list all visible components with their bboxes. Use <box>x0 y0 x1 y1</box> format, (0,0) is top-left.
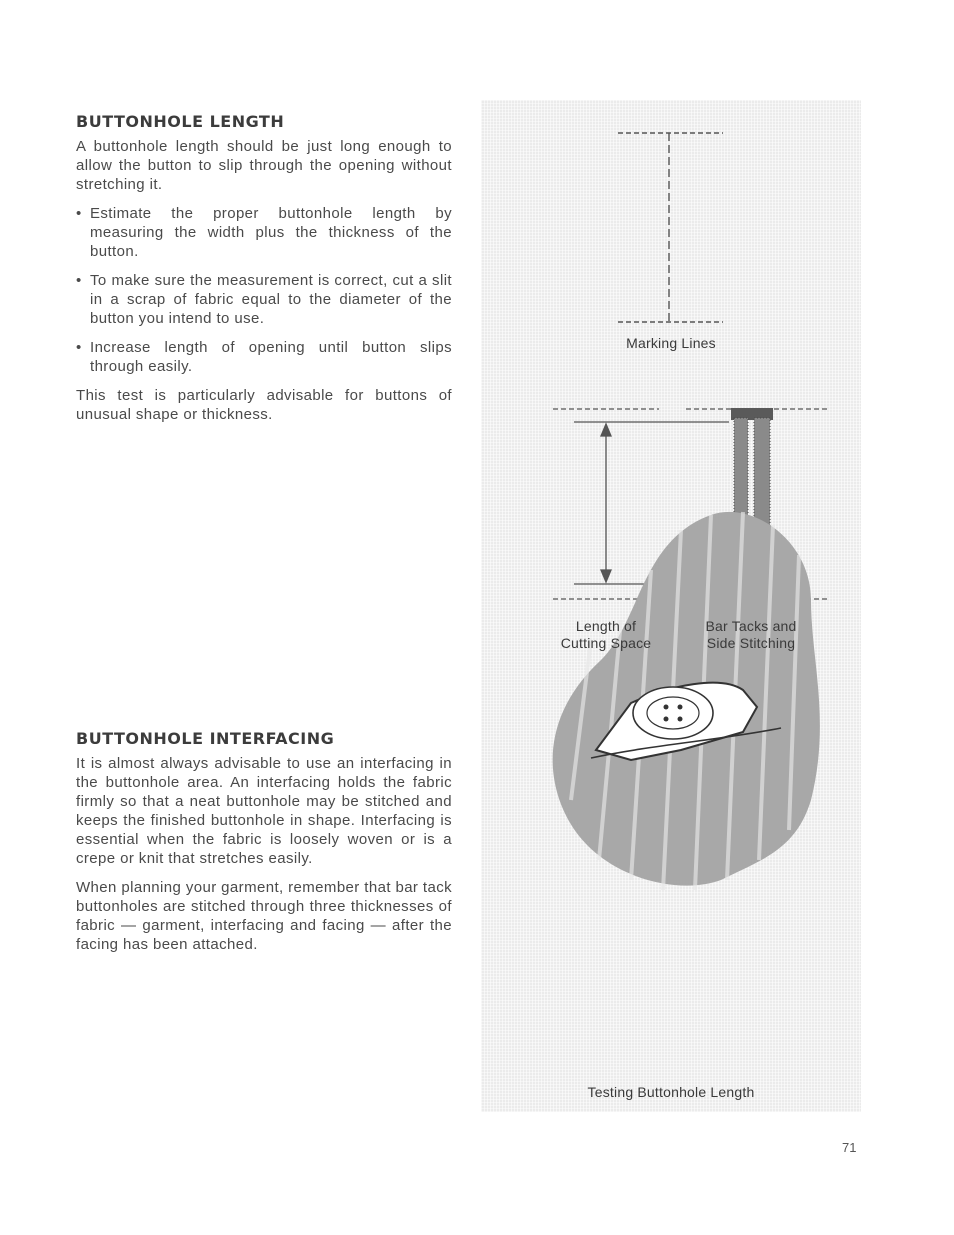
bullet-item <box>76 204 452 261</box>
closing-paragraph: This test is particularly advisable for buttons of unusual shape or thickness. <box>76 387 452 423</box>
bullet-item <box>76 271 452 328</box>
length-caption-line2: Cutting Space <box>560 635 652 651</box>
marking-lines-caption: Marking Lines <box>626 335 716 351</box>
illustration-panel <box>481 100 861 1112</box>
illustrations-svg <box>481 100 861 1112</box>
heading-buttonhole-length: BUTTONHOLE LENGTH <box>76 112 285 131</box>
bartack-caption-line1: Bar Tacks and <box>705 618 797 634</box>
bartack-caption-line2: Side Stitching <box>706 635 796 651</box>
bullet-dot-icon: • <box>76 339 82 356</box>
bullet-dot-icon: • <box>76 205 82 222</box>
length-caption-line1: Length of <box>575 618 637 634</box>
bullet-text: Increase length of opening until button slips through easily. <box>90 339 452 375</box>
intro-paragraph: A buttonhole length should be just long enough to allow the button to slip through the opening without stretching it. <box>76 138 452 193</box>
testing-caption: Testing Buttonhole Length <box>587 1084 755 1100</box>
interfacing-paragraph: It is almost always advisable to use an interfacing in the buttonhole area. An interfacing holds the fabric firmly so that a neat buttonhole may be stitched and keeps the finished buttonhole in shape. Interfacing is essential when the fabric is loosely woven or is a crepe or knit that stretches easily. <box>76 755 452 867</box>
bullet-dot-icon: • <box>76 272 82 289</box>
planning-paragraph: When planning your garment, remember that bar tack buttonholes are stitched through three thicknesses of fabric — garment, interfacing and facing — after the facing has been attached. <box>76 879 453 953</box>
section-buttonhole-interfacing <box>76 729 452 964</box>
section-buttonhole-length <box>76 112 452 434</box>
length-cutting-caption <box>543 618 669 652</box>
page-number: 71 <box>842 1140 857 1155</box>
heading-buttonhole-interfacing: BUTTONHOLE INTERFACING <box>76 729 335 748</box>
bullet-text: Estimate the proper buttonhole length by measuring the width plus the thickness of the button. <box>90 205 452 260</box>
bullet-item <box>76 338 452 376</box>
bar-tacks-caption <box>687 618 815 652</box>
testing-illustration <box>553 512 820 890</box>
bullet-text: To make sure the measurement is correct, cut a slit in a scrap of fabric equal to the diameter of the button you intend to use. <box>90 272 452 327</box>
marking-lines-diagram <box>618 133 723 322</box>
